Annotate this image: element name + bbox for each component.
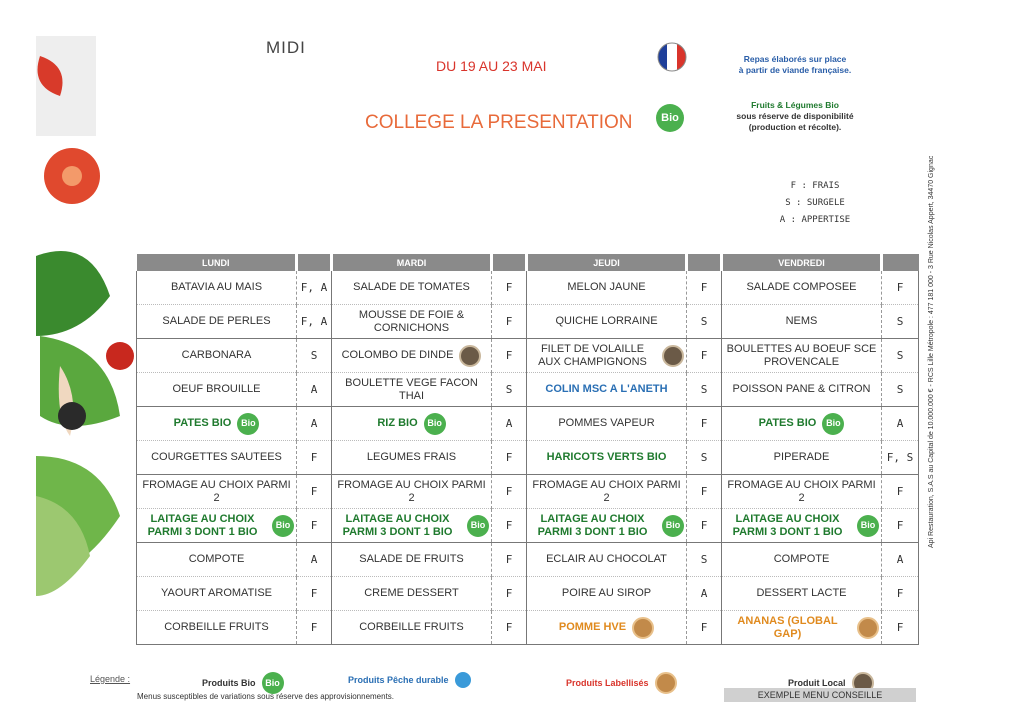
- dish-name: SALADE DE FRUITS: [359, 553, 464, 565]
- storage-code: F: [492, 271, 527, 305]
- dish-cell: [137, 577, 297, 611]
- storage-code: F, A: [297, 305, 332, 339]
- storage-code: F: [687, 509, 722, 543]
- dish-cell: [137, 373, 297, 407]
- dish-cell: [722, 271, 882, 305]
- dish-cell: [722, 611, 882, 645]
- table-row: [137, 475, 919, 509]
- bio-logo-icon: Bio: [656, 104, 684, 132]
- storage-code: A: [297, 407, 332, 441]
- bio-icon: Bio: [272, 515, 294, 537]
- dish-name: DESSERT LACTE: [756, 587, 847, 599]
- storage-code: A: [297, 373, 332, 407]
- dish-cell: [722, 543, 882, 577]
- dish-name: BOULETTE VEGE FACON THAI: [345, 376, 478, 402]
- day-header: VENDREDI: [722, 254, 882, 271]
- storage-code: S: [687, 373, 722, 407]
- storage-code: A: [492, 407, 527, 441]
- table-row: [137, 577, 919, 611]
- dish-cell: [527, 577, 687, 611]
- legend-local: Produit Local: [788, 672, 874, 694]
- footnote: Menus susceptibles de variations sous réserve des approvisionnements.: [137, 692, 395, 701]
- legend-title: Légende :: [90, 674, 131, 684]
- dish-name: LEGUMES FRAIS: [366, 451, 457, 463]
- local-icon: [459, 345, 481, 367]
- storage-code: F: [687, 611, 722, 645]
- storage-code: F: [687, 407, 722, 441]
- bio-icon: Bio: [262, 672, 284, 694]
- dish-cell: [137, 407, 297, 441]
- day-header: MARDI: [332, 254, 492, 271]
- dish-name: POISSON PANE & CITRON: [732, 383, 871, 395]
- storage-code: S: [687, 305, 722, 339]
- dish-cell: [137, 543, 297, 577]
- dish-name: HARICOTS VERTS BIO: [546, 451, 667, 463]
- dish-cell: [527, 373, 687, 407]
- storage-code: F: [492, 543, 527, 577]
- storage-code: F: [687, 271, 722, 305]
- dish-cell: [527, 475, 687, 509]
- dish-cell: [527, 611, 687, 645]
- dish-name: CORBEILLE FRUITS: [359, 621, 464, 633]
- storage-code: F: [492, 441, 527, 475]
- dish-cell: [332, 611, 492, 645]
- table-row: [137, 441, 919, 475]
- storage-code: F, A: [297, 271, 332, 305]
- dish-name: POMME HVE: [558, 621, 627, 633]
- storage-code: F: [492, 509, 527, 543]
- dish-cell: [137, 271, 297, 305]
- dish-cell: [332, 339, 492, 373]
- storage-code: F: [492, 475, 527, 509]
- day-header: JEUDI: [527, 254, 687, 271]
- storage-code: F: [297, 475, 332, 509]
- storage-code: S: [687, 543, 722, 577]
- storage-code: F, S: [882, 441, 919, 475]
- storage-code: F: [492, 339, 527, 373]
- dish-cell: [722, 305, 882, 339]
- medal-icon: [857, 617, 879, 639]
- table-row: [137, 305, 919, 339]
- dish-name: COLIN MSC A L'ANETH: [545, 383, 668, 395]
- dish-name: PATES BIO: [173, 417, 232, 429]
- bio-icon: Bio: [467, 515, 489, 537]
- meal-label: MIDI: [266, 38, 306, 57]
- day-header: LUNDI: [137, 254, 297, 271]
- week-dates: DU 19 AU 23 MAI: [436, 58, 547, 74]
- storage-code: F: [882, 611, 919, 645]
- storage-code: A: [882, 407, 919, 441]
- dish-name: LAITAGE AU CHOIX PARMI 3 DONT 1 BIO: [732, 512, 843, 538]
- dish-name: QUICHE LORRAINE: [555, 315, 658, 327]
- dish-name: LAITAGE AU CHOIX PARMI 3 DONT 1 BIO: [537, 512, 648, 538]
- storage-code: S: [297, 339, 332, 373]
- dish-name: NEMS: [785, 315, 818, 327]
- dish-name: LAITAGE AU CHOIX PARMI 3 DONT 1 BIO: [342, 512, 453, 538]
- storage-code: F: [297, 441, 332, 475]
- dish-name: CORBEILLE FRUITS: [164, 621, 269, 633]
- dish-name: FROMAGE AU CHOIX PARMI 2: [337, 478, 486, 504]
- medal-icon: [632, 617, 654, 639]
- storage-code: F: [882, 577, 919, 611]
- dish-cell: [722, 441, 882, 475]
- decorative-salad-image: [0, 36, 140, 606]
- table-row: [137, 509, 919, 543]
- dish-name: SALADE DE TOMATES: [353, 281, 470, 293]
- dish-name: PIPERADE: [773, 451, 830, 463]
- dish-cell: [527, 339, 687, 373]
- dish-name: SALADE DE PERLES: [162, 315, 271, 327]
- codes-key: F : FRAIS S : SURGELE A : APPERTISE: [779, 181, 851, 225]
- bio-icon: Bio: [822, 413, 844, 435]
- table-row: [137, 373, 919, 407]
- dish-name: CREME DESSERT: [364, 587, 459, 599]
- dish-cell: [527, 407, 687, 441]
- dish-name: BATAVIA AU MAIS: [170, 281, 263, 293]
- storage-code: F: [297, 577, 332, 611]
- dish-name: OEUF BROUILLE: [172, 383, 261, 395]
- dish-cell: [332, 407, 492, 441]
- dish-name: YAOURT AROMATISE: [160, 587, 273, 599]
- dish-cell: [332, 543, 492, 577]
- table-row: [137, 543, 919, 577]
- table-row: [137, 271, 919, 305]
- dish-name: RIZ BIO: [377, 417, 418, 429]
- dish-name: CARBONARA: [181, 349, 252, 361]
- storage-code: F: [687, 475, 722, 509]
- dish-name: POIRE AU SIROP: [561, 587, 652, 599]
- dish-name: COURGETTES SAUTEES: [151, 451, 282, 463]
- dish-name: ANANAS (GLOBAL GAP): [737, 614, 838, 640]
- storage-code: S: [882, 305, 919, 339]
- table-row: [137, 339, 919, 373]
- dish-cell: [332, 509, 492, 543]
- storage-code: F: [297, 509, 332, 543]
- dish-cell: [137, 339, 297, 373]
- storage-code: F: [492, 577, 527, 611]
- legend-labellises: Produits Labellisés: [566, 672, 677, 694]
- table-row: [137, 407, 919, 441]
- storage-code: S: [687, 441, 722, 475]
- storage-code: F: [882, 271, 919, 305]
- legend: [90, 666, 910, 690]
- storage-code: S: [882, 373, 919, 407]
- legend-bio: Produits Bio Bio: [202, 672, 284, 694]
- storage-code: A: [297, 543, 332, 577]
- dish-cell: [332, 271, 492, 305]
- dish-name: COLOMBO DE DINDE: [341, 349, 454, 361]
- bio-icon: Bio: [237, 413, 259, 435]
- storage-code: F: [687, 339, 722, 373]
- storage-code: A: [687, 577, 722, 611]
- dish-cell: [332, 305, 492, 339]
- day-header-row: [137, 254, 919, 271]
- dish-cell: [527, 271, 687, 305]
- dish-cell: [137, 611, 297, 645]
- fish-icon: [455, 672, 471, 688]
- dish-name: SALADE COMPOSEE: [746, 281, 857, 293]
- dish-cell: [137, 305, 297, 339]
- example-menu-badge: EXEMPLE MENU CONSEILLE: [724, 688, 916, 702]
- dish-name: BOULETTES AU BOEUF SCE PROVENCALE: [726, 342, 877, 368]
- dish-name: FROMAGE AU CHOIX PARMI 2: [142, 478, 291, 504]
- storage-code: F: [492, 305, 527, 339]
- storage-code: S: [882, 339, 919, 373]
- dish-cell: [722, 373, 882, 407]
- dish-cell: [137, 441, 297, 475]
- company-info: Api Restauration, S.A.S au Capital de 10.000.000 € - RCS Lille Métropole : 477 181 000 - 3 Rue Nicolas Appert, 34470 Gignac: [928, 155, 935, 548]
- dish-cell: [332, 373, 492, 407]
- dish-name: MELON JAUNE: [567, 281, 646, 293]
- dish-cell: [332, 475, 492, 509]
- dish-cell: [722, 509, 882, 543]
- dish-cell: [722, 407, 882, 441]
- bio-icon: Bio: [857, 515, 879, 537]
- dish-cell: [137, 475, 297, 509]
- dish-cell: [527, 305, 687, 339]
- dish-cell: [527, 543, 687, 577]
- storage-code: F: [297, 611, 332, 645]
- medal-icon: [655, 672, 677, 694]
- local-icon: [662, 345, 684, 367]
- dish-name: FROMAGE AU CHOIX PARMI 2: [532, 478, 681, 504]
- dish-name: FILET DE VOLAILLE AUX CHAMPIGNONS: [538, 342, 647, 368]
- dish-name: ECLAIR AU CHOCOLAT: [546, 553, 667, 565]
- dish-name: COMPOTE: [188, 553, 245, 565]
- dish-name: LAITAGE AU CHOIX PARMI 3 DONT 1 BIO: [147, 512, 258, 538]
- dish-cell: [137, 509, 297, 543]
- table-row: [137, 611, 919, 645]
- storage-code: F: [882, 509, 919, 543]
- bio-note: Fruits & Légumes Bio sous réserve de disponibilité (production et récolte).: [736, 100, 854, 132]
- storage-code: F: [882, 475, 919, 509]
- dish-cell: [332, 441, 492, 475]
- dish-cell: [527, 509, 687, 543]
- dish-cell: [722, 475, 882, 509]
- dish-cell: [527, 441, 687, 475]
- dish-name: COMPOTE: [773, 553, 830, 565]
- school-title: COLLEGE LA PRESENTATION: [365, 112, 633, 133]
- dish-cell: [722, 339, 882, 373]
- dish-name: MOUSSE DE FOIE & CORNICHONS: [358, 308, 465, 334]
- dish-name: POMMES VAPEUR: [558, 417, 655, 429]
- french-meat-note: Repas élaborés sur place à partir de viande française.: [738, 54, 852, 75]
- menu-table: [136, 254, 919, 645]
- storage-code: F: [492, 611, 527, 645]
- legend-peche: Produits Pêche durable: [348, 672, 471, 688]
- french-flag-icon: [657, 42, 687, 77]
- bio-icon: Bio: [424, 413, 446, 435]
- dish-name: PATES BIO: [758, 417, 817, 429]
- dish-cell: [722, 577, 882, 611]
- storage-code: S: [492, 373, 527, 407]
- bio-icon: Bio: [662, 515, 684, 537]
- dish-cell: [332, 577, 492, 611]
- dish-name: FROMAGE AU CHOIX PARMI 2: [727, 478, 876, 504]
- storage-code: A: [882, 543, 919, 577]
